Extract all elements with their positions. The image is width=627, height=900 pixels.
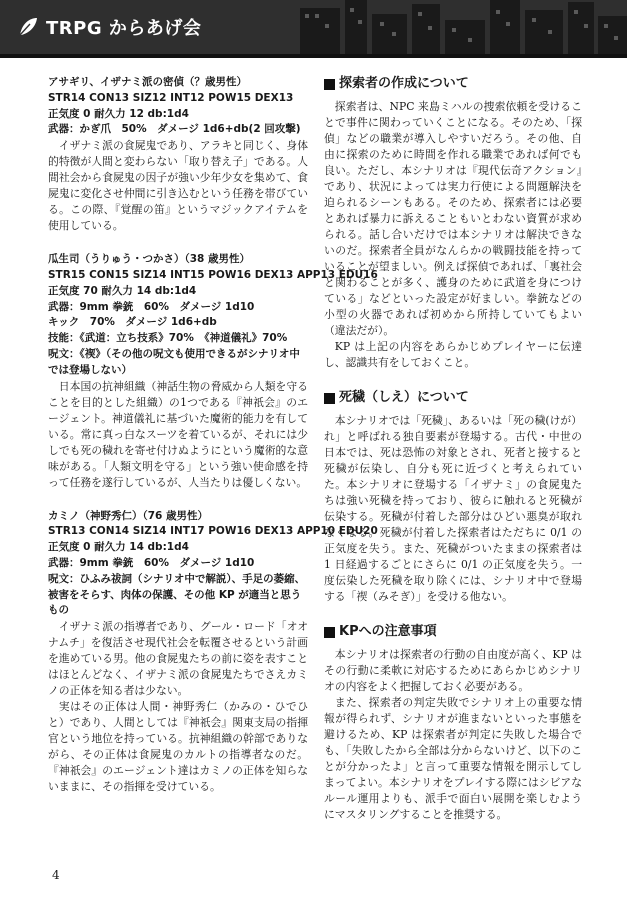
npc-stat-line: STR13 CON14 SIZ14 INT17 POW16 DEX13 APP10 EDU20	[48, 525, 378, 538]
npc-stat-line: 正気度 0 耐久力 14 db:1d4	[48, 541, 189, 554]
npc-entry	[48, 75, 308, 234]
npc-stat-line: 武器：かぎ爪 50% ダメージ 1d6+db(2 回攻撃)	[48, 123, 301, 136]
section-paragraph: 本シナリオは探索者の行動の自由度が高く、KP はその行動に柔軟に対応するためにあらかじめシナリオの内容をよく把握しておく必要がある。	[324, 648, 582, 693]
page-header	[0, 0, 627, 58]
npc-stat-line: 正気度 0 耐久力 12 db:1d4	[48, 107, 189, 120]
npc-description: イザナミ派の食屍鬼であり、アラキと同じく、身体的特徴が人間と変わらない「取り替え子」である。人間社会から食屍鬼の因子が強い少年少女を集めて、食屍鬼に変化させ仲間に引き込むという任務を帯びている。この際、『覚醒の笛』というマジックアイテムを使用している。	[48, 139, 308, 233]
square-bullet-icon	[324, 393, 335, 404]
npc-stat-line: 呪文：《禊》（その他の呪文も使用できるがシナリオ中では登場しない）	[48, 347, 300, 376]
section-paragraph: また、探索者の判定失敗でシナリオ上の重要な情報が得られず、シナリオが進まないといった事態を避けるため、KP は探索者が判定に失敗した場合でも、「失敗したから全部は分からないけど、以下のことが分かったよ」と言って重要な情報を開示してしまってよい。本シナリオをプレイする際にはシビアなルール運用よりも、派手で面白い展開を楽しむようにマスタリングすることを推奨する。	[324, 696, 582, 821]
brand	[16, 14, 201, 40]
brand-title: TRPG からあげ会	[46, 18, 202, 39]
section-heading-text: 死穢（しえ）について	[339, 390, 469, 405]
npc-title: カミノ（神野秀仁）（76 歳男性）	[48, 509, 209, 522]
page-number: 4	[52, 868, 60, 882]
section	[324, 389, 582, 605]
section-heading-text: 探索者の作成について	[339, 76, 469, 91]
npc-stat-line: キック 70% ダメージ 1d6+db	[48, 316, 217, 329]
npc-stat-line: 呪文：ひふみ祓詞（シナリオ中で解説）、手足の萎縮、被害をそらす、肉体の保護、その他 KP が適当と思うもの	[48, 572, 306, 617]
npc-stat-line: STR15 CON15 SIZ14 INT15 POW16 DEX13 APP13 EDU16	[48, 268, 378, 281]
square-bullet-icon	[324, 79, 335, 90]
section-heading-text: KPへの注意事項	[339, 624, 437, 639]
section	[324, 623, 582, 823]
npc-title: 瓜生司（うりゅう・つかさ）（38 歳男性）	[48, 253, 251, 266]
npc-stat-line: 正気度 70 耐久力 14 db:1d4	[48, 284, 197, 297]
left-column	[48, 75, 378, 795]
section-heading	[324, 75, 582, 93]
npc-entry	[48, 252, 378, 490]
npc-description: 実はその正体は人間・神野秀仁（かみの・ひでひと）であり、人間としては『神祇会』関東支局の指揮官という地位を持っている。抗神組織の幹部でありながら、その正体は食屍鬼のカルトの指導者なのだ。『神祇会』のエージェント達はカミノの正体を知らないままに、その指揮を受けている。	[48, 700, 308, 794]
npc-stat-line: 技能：《武道：立ち技系》70% 《神道儀礼》70%	[48, 332, 288, 345]
npc-title: アサギリ、イザナミ派の密偵（？歳男性）	[48, 76, 247, 88]
npc-stat-line: STR14 CON13 SIZ12 INT12 POW15 DEX13	[48, 91, 294, 104]
npc-stat-line: 武器：9mm 拳銃 60% ダメージ 1d10	[48, 556, 255, 569]
section-heading	[324, 623, 582, 641]
npc-entry	[48, 509, 378, 796]
section	[324, 75, 582, 371]
npc-stat-line: 武器：9mm 拳銃 60% ダメージ 1d10	[48, 300, 255, 313]
npc-description: イザナミ派の指導者であり、グール・ロード「オオナムチ」を復活させ現代社会を転覆させるという計画を進めている男。他の食屍鬼たちの前に姿を表すことはほとんどなく、イザナミ派の食屍鬼たちでさえカミノの正体を知る者は少ない。	[48, 620, 308, 698]
leaf-logo-icon	[16, 15, 40, 39]
npc-description: 日本国の抗神組織（神話生物の脅威から人類を守ることを目的とした組織）の1つである『神祇会』のエージェント。神道儀礼に基づいた魔術的能力を有している。常に真っ白なスーツを着ているが、それには少しでも死の穢れを寄せ付けぬようにという魔術的な意味がある。「人類文明を守る」という強い使命感を持って任務を遂行しているが、人当たりは優しくない。	[48, 379, 308, 489]
section-paragraph: KP は上記の内容をあらかじめプレイヤーに伝達し、認識共有をしておくこと。	[324, 340, 582, 369]
section-paragraph: 本シナリオでは「死穢」、あるいは「死の穢(けが）れ」と呼ばれる独自要素が登場する。古代・中世の日本では、死は恐怖の対象とされ、死者と接すると死穢が伝染し、自分も死に近づくと考えられていた。本シナリオに登場する「イザナミ」の食屍鬼たちは強い死穢を持っており、彼らに触れると死穢が伝染する。死穢が付着した部分はひどい悪臭が取れなくなる。死穢が付着した探索者はただちに 0/1 の正気度を失う。また、死穢がついたままの探索者は 1 日経過するごとにさらに 0/1 の正気度を失う。一度伝染した死穢を取り除くには、シナリオ中で登場する「禊（みそぎ）」を受ける他ない。	[324, 414, 582, 603]
square-bullet-icon	[324, 627, 335, 638]
right-column	[324, 75, 582, 823]
section-heading	[324, 389, 582, 407]
section-paragraph: 探索者は、NPC 来島ミハルの捜索依頼を受けることで事件に関わっていくことになる。そのため、「探偵」などの職業が導入しやすいだろう。その他、自由に探索のために時間を作れる職業であれば何でも良い。ただし、本シナリオは『現代伝奇アクション』であり、状況によっては実力行使による問題解決を迫られるシーンもある。そのため、探索者には必要とあれば暴力に訴えることもいとわない資質が求められる。話し合いだけでは本シナリオは解決できないのだ。探索者全員がなんらかの戦闘技能を持っていることが望ましい。例えば探偵であれば、「裏社会と関わることが多く、護身のために武道を身につけている」などといった設定が好ましい。拳銃などの小型の火器であれば初めから所持していてもよい（違法だが）。	[324, 100, 582, 337]
